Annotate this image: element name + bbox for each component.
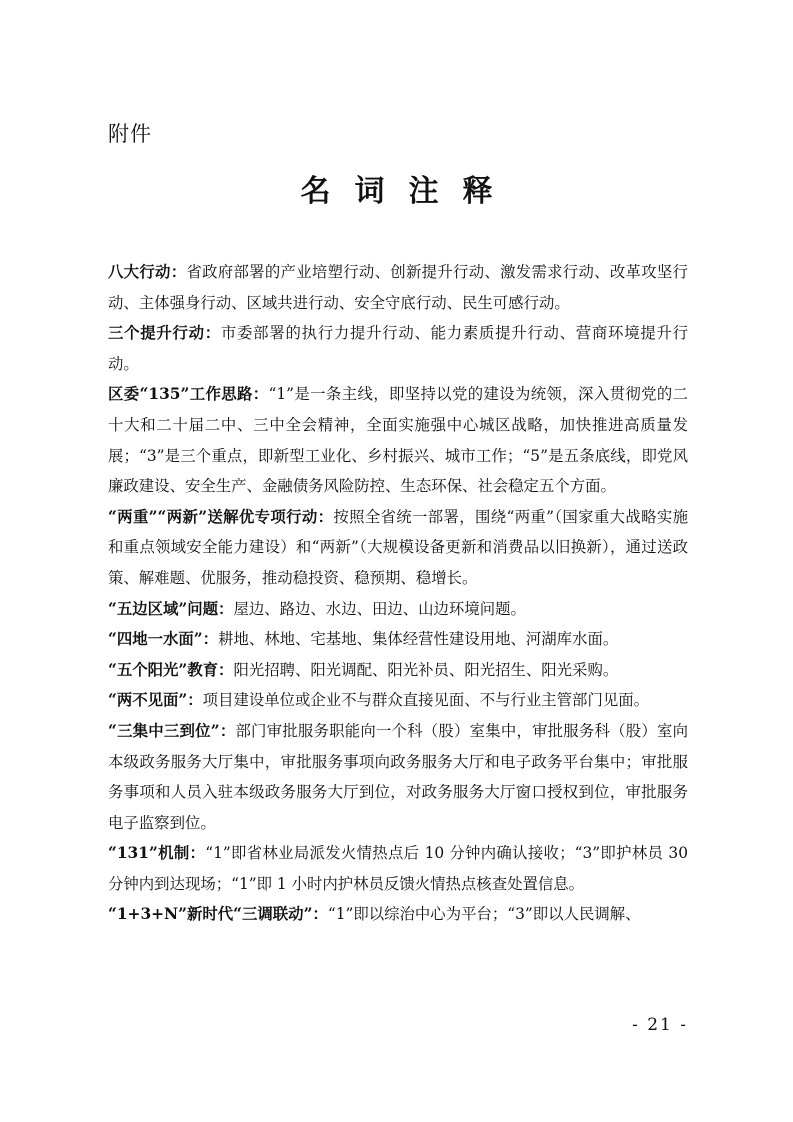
glossary-entry-two-no-meeting	[108, 685, 688, 716]
glossary-term: “五个阳光”教育：	[108, 660, 234, 679]
glossary-entry-1-3-n-linkage	[108, 899, 688, 930]
glossary-entry-two-major-two-new-action	[108, 502, 688, 594]
glossary-entry-three-concentrations	[108, 716, 688, 838]
glossary-term: “四地一水面”：	[108, 630, 219, 649]
glossary-term: “三集中三到位”：	[108, 721, 236, 740]
glossary-term: “两不见面”：	[108, 691, 203, 710]
glossary-definition: 省政府部署的产业培塑行动、创新提升行动、激发需求行动、改革攻坚行动、主体强身行动、区域共进行动、安全守底行动、民生可感行动。	[108, 263, 688, 312]
glossary-entry-131-mechanism	[108, 838, 688, 899]
glossary-definition: 屋边、路边、水边、田边、山边环境问题。	[233, 599, 526, 618]
glossary-entry-135-work-approach	[108, 379, 688, 501]
glossary-term: “1+3+N”新时代“三调联动”：	[108, 905, 328, 924]
glossary-definition: 耕地、林地、宅基地、集体经营性建设用地、河湖库水面。	[218, 630, 619, 649]
page-number: - 21 -	[632, 1015, 688, 1035]
glossary-list	[108, 257, 688, 930]
attachment-label: 附件	[108, 122, 152, 146]
glossary-definition: “1”即省林业局派发火情热点后 10 分钟内确认接收；“3”即护林员 30 分钟内到达现场；“1”即 1 小时内护林员反馈火情热点核查处置信息。	[108, 844, 688, 893]
glossary-entry-five-edge-areas	[108, 594, 688, 625]
glossary-entry-three-improvement-actions	[108, 318, 688, 379]
glossary-term: 区委“135”工作思路：	[108, 385, 269, 404]
glossary-term: 三个提升行动：	[108, 324, 221, 343]
page-title: 名词注释	[300, 174, 517, 209]
glossary-term: 八大行动：	[108, 263, 187, 281]
glossary-entry-four-lands-one-water	[108, 624, 688, 655]
glossary-definition: “1”是一条主线，即坚持以党的建设为统领，深入贯彻党的二十大和二十届二中、三中全会精神，全面实施强中心城区战略，加快推进高质量发展；“3”是三个重点，即新型工业化、乡村振兴、城市工作；“5”是五条底线，即党风廉政建设、安全生产、金融债务风险防控、生态环保、社会稳定五个方面。	[108, 385, 688, 496]
glossary-definition: 项目建设单位或企业不与群众直接见面、不与行业主管部门见面。	[202, 691, 650, 710]
glossary-term: “131”机制：	[108, 844, 206, 863]
glossary-entry-eight-actions	[108, 257, 688, 318]
glossary-definition: 市委部署的执行力提升行动、能力素质提升行动、营商环境提升行动。	[108, 324, 688, 373]
glossary-definition: 阳光招聘、阳光调配、阳光补员、阳光招生、阳光采购。	[233, 660, 619, 679]
glossary-definition: “1”即以综治中心为平台；“3”即以人民调解、	[327, 905, 641, 924]
glossary-entry-five-sunshine-education	[108, 655, 688, 686]
glossary-definition: 按照全省统一部署，围绕“两重”（国家重大战略实施和重点领域安全能力建设）和“两新”（大规模设备更新和消费品以旧换新），通过送政策、解难题、优服务，推动稳投资、稳预期、稳增长。	[108, 507, 688, 587]
glossary-term: “五边区域”问题：	[108, 599, 234, 618]
glossary-term: “两重”“两新”送解优专项行动：	[108, 507, 334, 526]
glossary-definition: 部门审批服务职能向一个科（股）室集中，审批服务科（股）室向本级政务服务大厅集中，审批服务事项向政务服务大厅和电子政务平台集中；审批服务事项和人员入驻本级政务服务大厅到位，对政务服务大厅窗口授权到位，审批服务电子监察到位。	[108, 721, 688, 832]
